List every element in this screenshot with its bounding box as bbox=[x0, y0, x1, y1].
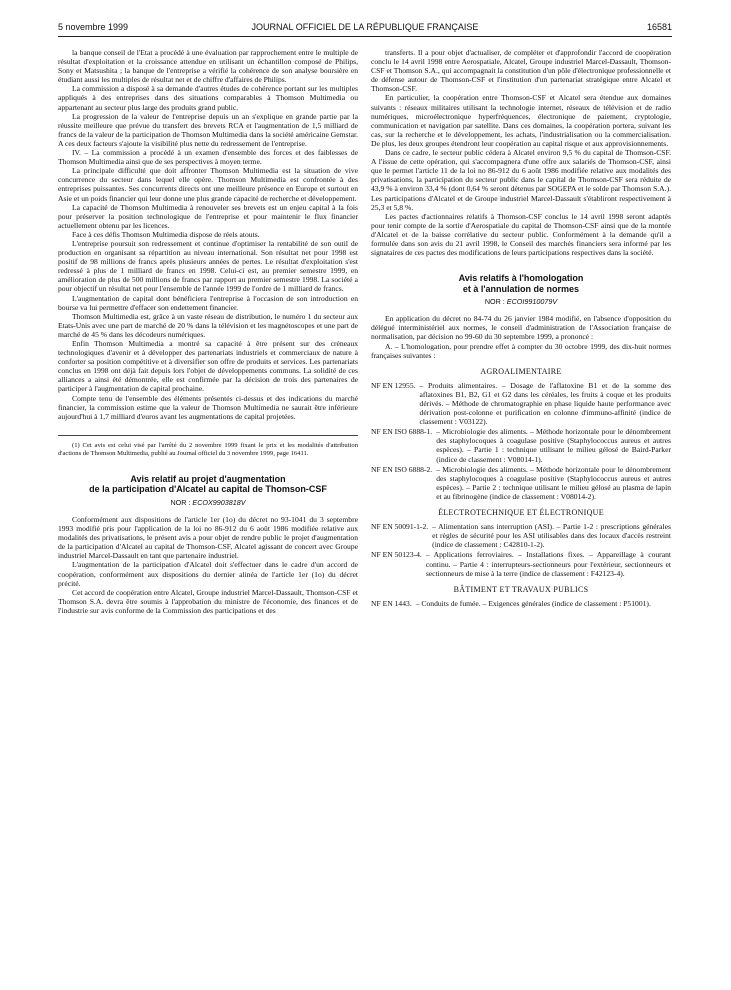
standard-entry bbox=[371, 381, 671, 426]
standard-text: – Applications ferroviaires. – Installations fixes. – Appareillage à courant continu. – Partie 4 : interrupteurs-sectionneurs pour l'extérieur, sectionneurs et sectionneurs de mise à la terre (indice de classement : F42123-4). bbox=[425, 550, 671, 578]
page-header bbox=[58, 22, 672, 36]
standard-code: NF EN 12955. bbox=[371, 380, 416, 390]
standard-text: – Produits alimentaires. – Dosage de l'aflatoxine B1 et de la somme des aflatoxines B1, B2, G1 et G2 dans les céréales, les fruits à coque et les produits dérivés. – Méthode de chromatographie en phase liquide haute performance avec dérivation post-colonne et purification en colonne d'immuno-affinité (indice de classement : V03122). bbox=[419, 380, 671, 427]
paragraph: La commission a disposé à sa demande d'autres études de cohérence portant sur les multiples appliqués à des entreprises dans des situations comparables à Thomson Multimedia ou appartenant au secteur plus large des produits grand public. bbox=[58, 84, 358, 112]
notice-paragraphs bbox=[58, 515, 358, 615]
nor-label: NOR : bbox=[170, 497, 191, 507]
standard-text: – Conduits de fumée. – Exigences générales (indice de classement : P51001). bbox=[415, 598, 651, 608]
paragraph: Face à ces défis Thomson Multimedia dispose de réels atouts. bbox=[72, 229, 260, 239]
standard-code: NF EN ISO 6888-1. bbox=[371, 427, 433, 437]
paragraph: L'augmentation de capital dont bénéficiera l'entreprise à l'occasion de son introduction en bourse va lui permettre d'effacer son endettement financier. bbox=[58, 293, 358, 312]
paragraph: Les pactes d'actionnaires relatifs à Thomson-CSF conclus le 14 avril 1998 seront adaptés pour tenir compte de la sortie d'Aerospatiale du capital de Thomson-CSF ainsi que de la montée d'Alcatel et de la baisse corrélative du secteur public. Conformément à la demande qu'il a formulée dans son avis du 21 avril 1998, le Conseil des marchés financiers sera informé par les signataires de ces pactes des modifications de leurs participations respectives dans la société. bbox=[371, 211, 671, 258]
right-column bbox=[371, 48, 671, 609]
paragraph: En particulier, la coopération entre Thomson-CSF et Alcatel sera étendue aux domaines suivants : réseaux militaires utilisant la technologie internet, réseaux de télévision et de radio numériques, microélectronique hyperfréquences, électronique de paiement, cryptologie, communication et navigation par satellite. Dans ces domaines, la coopération portera, suivant les cas, sur la recherche et le développement, les achats, l'industrialisation ou la commercialisation. De plus, les deux groupes étendront leur coopération au capital risque et aux approvisionnements. bbox=[371, 93, 671, 148]
standards-categories bbox=[371, 367, 671, 608]
notice-paragraphs bbox=[371, 314, 671, 359]
category-heading: BÂTIMENT ET TRAVAUX PUBLICS bbox=[453, 584, 589, 594]
standard-entry bbox=[371, 599, 671, 608]
standard-code: NF EN 50091-1-2. bbox=[371, 522, 429, 532]
paragraph: Conformément aux dispositions de l'article 1er (1o) du décret no 93-1041 du 3 septembre 1993 modifié pris pour l'application de la loi no 86-912 du 6 août 1986 modifiée relative aux modalités des privatisations, le présent avis a pour objet de rendre public le projet d'augmentation de la participation d'Alcatel au capital de Thomson-CSF, Alcatel agissant de concert avec Groupe industriel Marcel-Dassault en tant que partenaire industriel. bbox=[58, 514, 358, 561]
left-paragraphs bbox=[58, 48, 358, 421]
standard-entry bbox=[371, 465, 671, 501]
category-heading: AGROALIMENTAIRE bbox=[480, 366, 562, 376]
standard-text: – Alimentation sans interruption (ASI). – Partie 1-2 : prescriptions générales et règles de sécurité pour les ASI utilisables dans des locaux d'accès restreint (indice de classement : C42810-1-2). bbox=[432, 522, 671, 550]
nor-reference bbox=[371, 297, 671, 306]
nor-code: ECOI9910079V bbox=[506, 297, 558, 307]
paragraph: La progression de la valeur de l'entreprise depuis un an s'explique en grande partie par la réussite meilleure que prévue du transfert des brevets RCA et l'augmentation de 1,5 milliard de francs de la valeur de la participation de Thomson Multimedia dans la société américaine Gemstar. A ces deux facteurs s'ajoute la visibilité plus nette du redressement de l'entreprise. bbox=[58, 111, 358, 148]
standard-text: – Microbiologie des aliments. – Méthode horizontale pour le dénombrement des staphylocoques à coagulase positive (Staphylococcus aureus et autres espèces). – Partie 2 : technique utilisant le milieu gélosé au plasma de lapin et au fibrinogène (indice de classement : V08014-2). bbox=[436, 464, 671, 501]
standard-entry bbox=[371, 550, 671, 577]
header-date: 5 novembre 1999 bbox=[58, 22, 129, 32]
paragraph: Compte tenu de l'ensemble des éléments présentés ci-dessus et des indications du marché financier, la commission estime que la valeur de Thomson Multimedia ne saurait être inférieure aujourd'hui à 1,7 milliard d'euros avant les augmentations de capital projetées. bbox=[58, 393, 358, 421]
footnote-text: (1) Cet avis est celui visé par l'arrêté du 2 novembre 1999 fixant le prix et les modalités d'attribution d'actions de Thomson Multimedia, publié au Journal officiel du 3 novembre 1999, page 16411. bbox=[58, 441, 358, 457]
paragraph: Thomson Multimedia est, grâce à un vaste réseau de distribution, le numéro 1 du secteur aux Etats-Unis avec une part de marché de 20 % dans la télévision et les magnétoscopes et une part de marché de 45 % dans les décodeurs numériques. bbox=[58, 311, 358, 339]
notice-title-line-2: de la participation d'Alcatel au capital de Thomson-CSF bbox=[89, 484, 327, 495]
paragraph: Enfin Thomson Multimedia a montré sa capacité à être présent sur des créneaux technologiques d'avenir et à développer des partenariats industriels et commerciaux de nature à conforter sa position compétitive et à diversifier son offre de produits et services. Les partenariats conclus en 1998 ont déjà fait depuis lors l'objet de développements communs. La solidité de ces alliances a ainsi été démontrée, elle est confirmée par la décision de trois des partenaires de participer à l'augmentation de capital prochaine. bbox=[58, 339, 358, 394]
header-page-number: 16581 bbox=[646, 22, 672, 32]
standard-entry bbox=[371, 427, 671, 463]
standard-text: – Microbiologie des aliments. – Méthode horizontale pour le dénombrement des staphylocoques à coagulase positive (Staphylococcus aureus et autres espèces). – Partie 1 : technique utilisant le milieu gélosé de Baird-Parker (indice de classement : V08014-1). bbox=[436, 427, 671, 464]
category-heading: ÉLECTROTECHNIQUE ET ÉLECTRONIQUE bbox=[438, 508, 604, 518]
paragraph: L'entreprise poursuit son redressement et continue d'optimiser la rentabilité de son outil de production en organisant sa répartition au niveau international. Son résultat net pour 1998 est positif de 98 millions de francs après plusieurs années de pertes. Le résultat d'exploitation s'est redressé à plus de 1 milliard de francs en 1998. Celui-ci est, au premier semestre 1999, en amélioration de plus de 500 millions de francs par rapport au premier semestre 1998. La société a pour objectif un résultat net pour l'ensemble de l'année 1999 de l'ordre de 1 milliard de francs. bbox=[58, 238, 358, 294]
paragraph: IV. – La commission a procédé à un examen d'ensemble des forces et des faiblesses de Thomson Multimedia ainsi que de ses perspectives à moyen terme. bbox=[58, 148, 358, 167]
paragraph: L'augmentation de la participation d'Alcatel doit s'effectuer dans le cadre d'un accord de coopération, conformément aux dispositions du dernier alinéa de l'article 1er (1o) du décret précité. bbox=[58, 560, 358, 588]
right-paragraphs bbox=[371, 48, 671, 257]
footnote bbox=[58, 435, 358, 458]
standard-code: NF EN 1443. bbox=[371, 598, 412, 608]
notice-title-line-1: Avis relatifs à l'homologation bbox=[458, 273, 584, 284]
header-rule bbox=[58, 36, 672, 37]
notice-title-line-2: et à l'annulation de normes bbox=[462, 283, 580, 294]
standard-code: NF EN ISO 6888-2. bbox=[371, 464, 433, 474]
notice-title-line-1: Avis relatif au projet d'augmentation bbox=[130, 473, 286, 484]
paragraph: A. – L'homologation, pour prendre effet à compter du 30 octobre 1999, des dix-huit normes françaises suivantes : bbox=[371, 341, 671, 360]
nor-label: NOR : bbox=[484, 297, 505, 307]
paragraph: la banque conseil de l'Etat a procédé à une évaluation par rapprochement entre le multiple de résultat d'exploitation et la croissance attendue en utilisant un échantillon composé de Philips, Sony et Matsushita ; la banque de l'entreprise a vérifié la cohérence de son analyse boursière en étudiant aussi les multiples de résultat net et de chiffre d'affaires de Philips. bbox=[58, 48, 358, 85]
notice-title-alcatel bbox=[58, 474, 358, 495]
paragraph: La capacité de Thomson Multimedia à renouveler ses brevets est un enjeu capital à la fois pour préserver la position technologique de l'entreprise et pour maintenir le flux financier actuellement obtenu par les licences. bbox=[58, 202, 358, 230]
standard-entry bbox=[371, 522, 671, 549]
paragraph: Cet accord de coopération entre Alcatel, Groupe industriel Marcel-Dassault, Thomson-CSF et Thomson S.A. devra être soumis à l'approbation du ministre de l'économie, des finances et de l'industrie sur avis conforme de la Commission des participations et des bbox=[58, 587, 358, 615]
header-journal-title: JOURNAL OFFICIEL DE LA RÉPUBLIQUE FRANÇAISE bbox=[251, 22, 479, 32]
nor-code: ECOX9903818V bbox=[192, 497, 246, 507]
left-column bbox=[58, 48, 358, 615]
paragraph: La principale difficulté que doit affronter Thomson Multimedia est la situation de vive concurrence du secteur dans lequel elle opère. Thomson Multimedia est confrontée à des entreprises puissantes. Ses concurrents directs ont une meilleure présence en Europe et surtout en Asie et un poids financier qui leur donne une plus grande capacité de recherche et développement. bbox=[58, 166, 358, 203]
paragraph: Dans ce cadre, le secteur public cédera à Alcatel environ 9,5 % du capital de Thomson-CSF. A l'issue de cette opération, qui s'accompagnera d'une offre aux salariés de Thomson-CSF, ainsi que le permet l'article 11 de la loi no 86-912 du 6 août 1986 modifiée relative aux modalités des privatisations, la participation du secteur public dans le capital de Thomson-CSF sera réduite de 43,9 % à environ 33,4 % (dont 0,64 % seront détenus par SOGEPA et le solde par Thomson S.A.). Les participations d'Alcatel et de Groupe industriel Marcel-Dassault s'établiront respectivement à 25,3 et 5,8 %. bbox=[371, 148, 671, 212]
notice-title-normes bbox=[371, 273, 671, 294]
paragraph: transferts. Il a pour objet d'actualiser, de compléter et d'approfondir l'accord de coopération conclu le 14 avril 1998 entre Aerospatiale, Alcatel, Groupe industriel Marcel-Dassault, Thomson-CSF et Thomson S.A., qui accompagnait la constitution d'un pôle d'électronique professionnelle et de défense autour de Thomson-CSF et l'institution d'un partenariat stratégique entre Alcatel et Thomson-CSF. bbox=[371, 48, 671, 94]
standard-code: NF EN 50123-4. bbox=[371, 550, 422, 560]
paragraph: En application du décret no 84-74 du 26 janvier 1984 modifié, en l'absence d'opposition du délégué interministériel aux normes, le conseil d'administration de l'Association française de normalisation, par décision no 99-60 du 30 septembre 1999, a prononcé : bbox=[371, 314, 671, 342]
nor-reference bbox=[58, 498, 358, 507]
